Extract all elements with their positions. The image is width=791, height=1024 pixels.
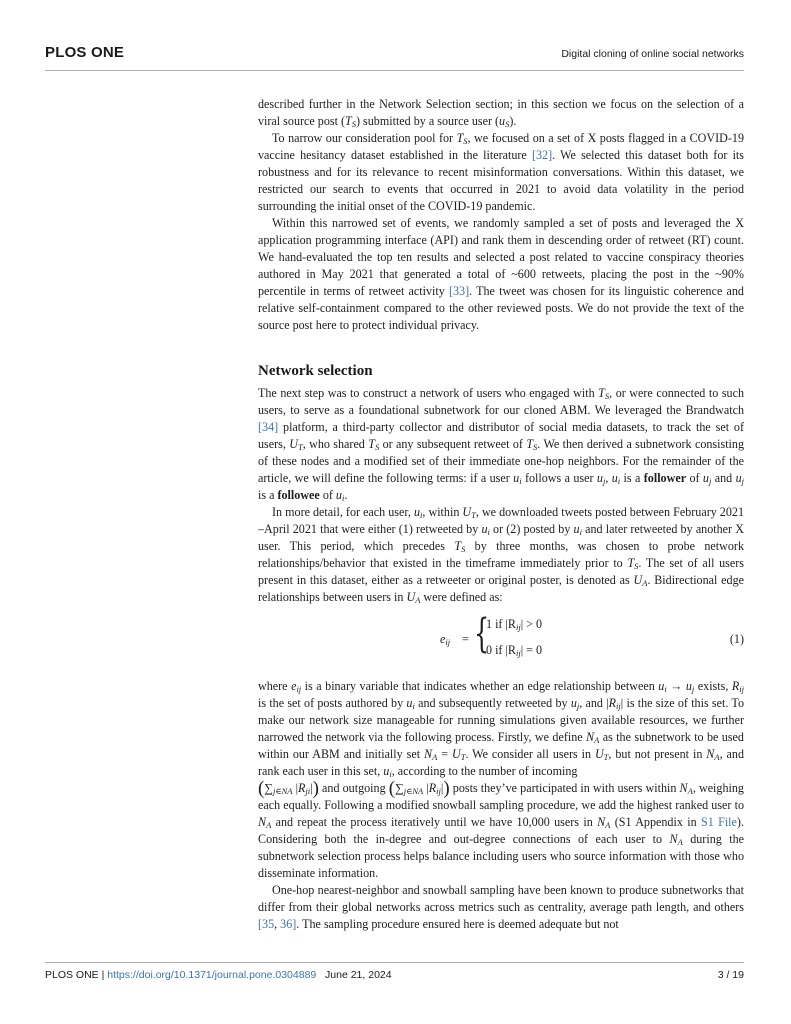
citation-link[interactable]: [34] (258, 420, 279, 434)
footer-rule (45, 962, 744, 963)
equation-1 (258, 612, 744, 668)
section-heading: Network selection (258, 363, 373, 379)
supplement-link[interactable]: S1 File (700, 815, 737, 829)
paragraph-6: where $e_{ij}$ is a binary variable that indicates whether an edge relationship between $u_i \to u_j$ exists, $R_{ij}$ is the set of posts authored by $u_i$ and subsequently retweeted by $u_j$, and $|R_{ij}|$ is the size of this set. To make our network size manageable for running simulations given available resources, we further narrowed the network via the following process. Firstly, we define $N_A$ as the subnetwork to be used within our ABM and initially set $N_A = U_T$. We consider all users in $U_T$, but not present in $N_A$, and rank each user in this set, $u_i$, according to the number of incoming ($\sum_{j\in NA}$ $|R_{ji}|$) and outgoing ($\sum_{j\in NA}$ $|R_{ij}|$) posts they’ve participated in with users within $N_A$, weighing each equally. Following a modified snowball sampling procedure, we add the highest ranked user to $N_A$ and repeat the process iteratively until we have 10,000 users in $N_A$ (S1 Appendix in S1 File). Considering both the in-degree and out-degree connections of each user to $N_A$ during the subnetwork selection process helps balance including users who source information with those who disseminate information. (258, 679, 745, 880)
citation-link[interactable]: 36] (280, 917, 297, 931)
footer-date: June 21, 2024 (325, 969, 392, 981)
equation-case-1: 1 if $|R_{ij}| > 0$ (486, 617, 543, 632)
journal-name: PLOS ONE (45, 44, 125, 61)
header-rule (45, 70, 744, 71)
equation-equals: = (462, 632, 469, 646)
article-body (258, 96, 744, 933)
equation-number: (1) (729, 632, 744, 646)
equation-lhs: $e_{ij}$ (440, 632, 451, 647)
paragraph-5: In more detail, for each user, $u_i$, within $U_T$, we downloaded tweets posted between February 2021 –April 2021 that were either (1) retweeted by $u_i$ or (2) posted by $u_i$ and later retweeted by another X user. This period, which precedes $T_S$ by three months, was chosen to probe network relationships/behavior that existed in the timeframe immediately prior to $T_S$. The set of all users present in this dataset, either as a retweeter or original poster, is denoted as $U_A$. Bidirectional edge relationships between users in $U_A$ were defined as: (258, 505, 744, 605)
footer-journal: PLOS ONE (45, 969, 99, 981)
running-title: Digital cloning of online social networks (561, 48, 744, 60)
citation-link[interactable]: [32] (531, 148, 553, 162)
equation-case-2: 0 if $|R_{ij}| = 0$ (486, 643, 543, 658)
paragraph-1: described further in the Network Selection section; in this section we focus on the selection of a viral source post $(T_S)$ submitted by a source user $(u_S)$. (258, 97, 744, 129)
brace-icon: { (474, 611, 490, 657)
paragraph-4: The next step was to construct a network of users who engaged with $T_S$, or were connected to such users, to serve as a foundational subnetwork for our cloned ABM. We leveraged the Brandwatch [34] platform, a third-party collector and distributor of social media datasets, to track the set of users, $U_T$, who shared $T_S$ or any subsequent retweet of $T_S$. We then derived a subnetwork consisting of these nodes and a modified set of their immediate one-hop neighbors. For the remainder of the article, we will define the following terms: if a user $u_i$ follows a user $u_j$, $u_i$ is a follower of $u_j$ and $u_j$ is a followee of $u_i$. (258, 386, 745, 503)
citation-link[interactable]: [35 (258, 917, 275, 931)
paragraph-2: To narrow our consideration pool for $T_S$, we focused on a set of X posts flagged in a COVID-19 vaccine hesitancy dataset established in the literature [32]. We selected this dataset both for its robustness and for its relevance to recent misinformation conversations. Within this dataset, we restricted our search to events that occurred in 2021 to avoid data volatility in the period surrounding the initial onset of the COVID-19 pandemic. (258, 131, 744, 213)
paragraph-3: Within this narrowed set of events, we randomly sampled a set of posts and leveraged the X application programming interface (API) and rank them in descending order of retweet (RT) count. We hand-evaluated the top ten results and selected a post related to vaccine conspiracy theories authored in May 2021 that generated a total of ~600 retweets, placing the post in the ~90% percentile in terms of retweet activity [33]. The tweet was chosen for its linguistic coherence and relative self-containment compared to the other reviewed posts. We do not provide the text of the source post here to protect individual privacy. (258, 216, 744, 332)
page-number: 3 / 19 (717, 969, 744, 981)
doi-link[interactable]: https://doi.org/10.1371/journal.pone.0304889 (107, 969, 317, 981)
citation-link[interactable]: [33] (448, 284, 470, 298)
paragraph-7: One-hop nearest-neighbor and snowball sampling have been known to produce subnetworks that differ from their global networks across metrics such as centrality, average path length, and others [35, 36]. The sampling procedure ensured here is deemed adequate but not (258, 883, 744, 931)
footer-citation: PLOS ONE | https://doi.org/10.1371/journal.pone.0304889 June 21, 2024 (45, 969, 392, 981)
